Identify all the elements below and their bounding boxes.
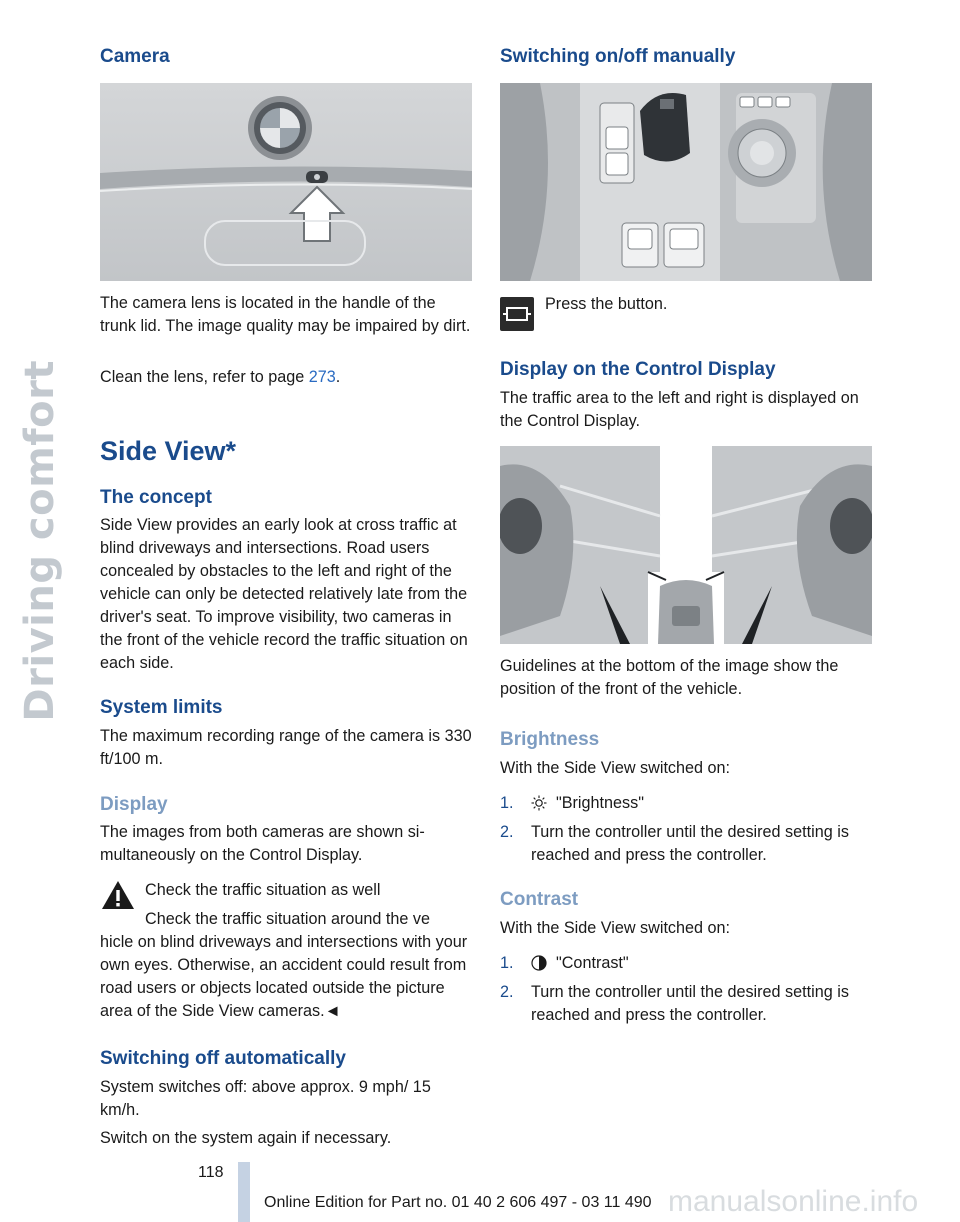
online-edition-text: Online Edition for Part no. 01 40 2 606 497 - 03 11 490 xyxy=(264,1194,652,1211)
contrast-intro: With the Side View switched on: xyxy=(500,919,731,937)
warning-text-line1: Check the traffic situation around the ve xyxy=(145,910,430,928)
warning-text: hicle on blind driveways and intersections with your own eyes. Otherwise, an accident could result from road users or objects located outside the picture area of the Side View cameras.◄ xyxy=(100,933,468,1020)
clean-lens-paragraph: Clean the lens, refer to page 273. xyxy=(100,368,341,386)
side-view-heading: Side View* xyxy=(100,436,237,466)
manual-switching-heading: Switching on/off manually xyxy=(500,46,736,67)
brightness-step-2-text: Turn the controller until the desired setting is reached and press the controller. xyxy=(531,823,849,864)
brightness-step-1-text: "Brightness" xyxy=(556,794,644,812)
concept-heading: The concept xyxy=(100,487,212,508)
concept-paragraph: Side View provides an early look at cross traffic at blind driveways and intersections. Road users concealed by obstacles to the left and right of the vehicle can only be detected relatively late from the driver's seat. To improve visibility, two cameras in the front of the vehicle record the traffic situation on each side. xyxy=(100,516,468,672)
watermark: manualsonline.info xyxy=(668,1185,919,1218)
center-console-illustration xyxy=(500,83,872,281)
display-paragraph: The images from both cameras are shown simultaneously on the Control Display. xyxy=(100,823,425,864)
trunk-camera-image xyxy=(100,83,472,281)
brightness-icon xyxy=(531,795,547,811)
chapter-title: Driving comfort xyxy=(17,360,63,722)
camera-heading: Camera xyxy=(100,46,170,67)
contrast-icon xyxy=(531,955,547,971)
press-button-text: Press the button. xyxy=(545,295,668,313)
page-number: 118 xyxy=(198,1164,224,1181)
side-view-button-icon xyxy=(500,297,534,331)
contrast-step-1-text: "Contrast" xyxy=(556,954,629,972)
control-display-paragraph: The traffic area to the left and right is displayed on the Control Display. xyxy=(500,389,859,430)
page-link[interactable]: 273 xyxy=(308,368,336,386)
camera-paragraph: The camera lens is located in the handle of the trunk lid. The image quality may be impaired by dirt. xyxy=(100,294,471,335)
contrast-step-1-number: 1. xyxy=(500,954,514,972)
side-view-display-image xyxy=(500,446,872,644)
brightness-step-1-number: 1. xyxy=(500,794,514,812)
trunk-camera-illustration xyxy=(100,83,472,281)
footer-bar xyxy=(238,1162,250,1222)
auto-off-paragraph: System switches off: above approx. 9 mph/ 15 km/h. xyxy=(100,1078,431,1119)
switching-off-automatically-heading: Switching off automatically xyxy=(100,1048,346,1069)
center-console-image xyxy=(500,83,872,281)
brightness-heading: Brightness xyxy=(500,729,600,750)
brightness-step-2-number: 2. xyxy=(500,823,514,841)
contrast-step-2-text: Turn the controller until the desired setting is reached and press the controller. xyxy=(531,983,849,1024)
contrast-heading: Contrast xyxy=(500,889,579,910)
guidelines-paragraph: Guidelines at the bottom of the image show the position of the front of the vehicle. xyxy=(500,657,839,698)
contrast-step-2-number: 2. xyxy=(500,983,514,1001)
camera-view-icon xyxy=(500,297,534,331)
display-heading: Display xyxy=(100,794,168,815)
warning-icon xyxy=(100,878,136,912)
warning-title: Check the traffic situation as well xyxy=(145,881,381,899)
system-limits-paragraph: The maximum recording range of the camera is 330 ft/100 m. xyxy=(100,727,472,768)
system-limits-heading: System limits xyxy=(100,697,223,718)
control-display-heading: Display on the Control Display xyxy=(500,359,776,380)
brightness-intro: With the Side View switched on: xyxy=(500,759,731,777)
switch-on-again-paragraph: Switch on the system again if necessary. xyxy=(100,1129,392,1147)
chapter-tab xyxy=(0,0,84,1222)
side-view-display-illustration xyxy=(500,446,872,644)
